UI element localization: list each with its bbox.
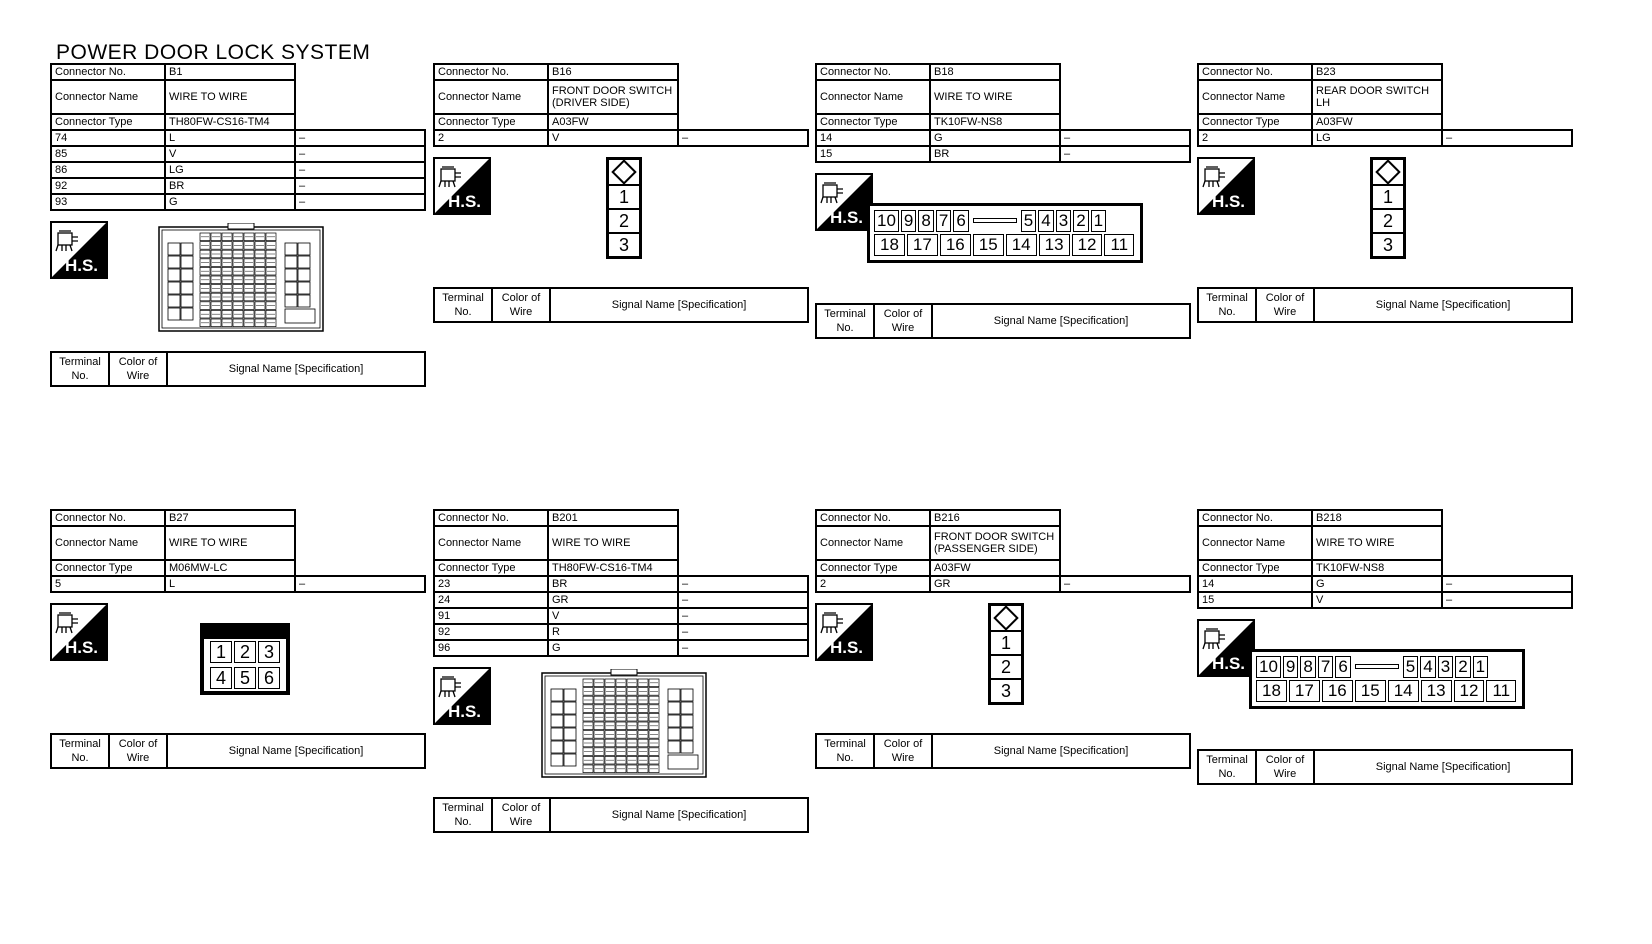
pin-number: 11: [1104, 234, 1134, 256]
pin-number: 16: [1322, 680, 1353, 702]
connector-type-label: Connector Type: [434, 560, 548, 576]
wire-color-cell: LG: [1312, 130, 1442, 146]
connector-info-table: [50, 509, 426, 593]
terminal-no-cell: 14: [816, 130, 930, 146]
harness-side-icon: [815, 173, 873, 231]
connector-name-value: WIRE TO WIRE: [930, 80, 1060, 114]
wire-color-cell: G: [548, 640, 678, 656]
color-of-wire-header: Color of Wire: [1256, 750, 1314, 784]
pin-number: 1: [609, 184, 639, 208]
connector-block: [1197, 509, 1573, 785]
connector-no-value: B201: [548, 510, 678, 526]
pin-number: 6: [953, 210, 968, 232]
signal-name-cell: –: [678, 592, 808, 608]
terminal-no-cell: 96: [434, 640, 548, 656]
page-title: POWER DOOR LOCK SYSTEM: [56, 41, 371, 64]
wire-color-cell: L: [165, 130, 295, 146]
terminal-no-cell: 86: [51, 162, 165, 178]
connector-info-table: [815, 63, 1191, 163]
harness-side-icon: [50, 603, 108, 661]
signal-name-header: Signal Name [Specification]: [167, 352, 425, 386]
terminal-no-cell: 23: [434, 576, 548, 592]
connector-type-label: Connector Type: [816, 560, 930, 576]
table-row: [51, 130, 425, 146]
signal-name-cell: –: [1442, 130, 1572, 146]
color-of-wire-header: Color of Wire: [109, 734, 167, 768]
connector-type-value: TH80FW-CS16-TM4: [165, 114, 295, 130]
signal-name-cell: –: [1442, 592, 1572, 608]
signal-name-header: Signal Name [Specification]: [932, 304, 1190, 338]
wire-color-cell: L: [165, 576, 295, 592]
connector-face-view: [1197, 147, 1573, 287]
connector-no-label: Connector No.: [434, 64, 548, 80]
wire-color-cell: G: [1312, 576, 1442, 592]
table-row: [434, 640, 808, 656]
connector-no-label: Connector No.: [816, 510, 930, 526]
signal-name-cell: –: [678, 608, 808, 624]
svg-text:H.S.: H.S.: [64, 256, 98, 275]
harness-side-icon: [1197, 157, 1255, 215]
pin-number: 8: [1300, 656, 1315, 678]
table-row: [434, 130, 808, 146]
wire-color-cell: V: [548, 130, 678, 146]
terminal-table: [433, 797, 809, 833]
wire-color-cell: BR: [548, 576, 678, 592]
connector-no-label: Connector No.: [434, 510, 548, 526]
harness-side-icon: [433, 157, 491, 215]
svg-text:H.S.: H.S.: [829, 638, 863, 657]
connector-type-value: TK10FW-NS8: [1312, 560, 1442, 576]
signal-name-cell: –: [1060, 130, 1190, 146]
connector-type-label: Connector Type: [434, 114, 548, 130]
signal-name-header: Signal Name [Specification]: [167, 734, 425, 768]
connector-lock-icon: [1353, 656, 1401, 676]
harness-side-icon: [1197, 619, 1255, 677]
connector-no-label: Connector No.: [816, 64, 930, 80]
terminal-no-cell: 2: [816, 576, 930, 592]
connector-type-value: M06MW-LC: [165, 560, 295, 576]
wire-color-cell: LG: [165, 162, 295, 178]
three-pin-connector: [1370, 157, 1406, 259]
wire-color-cell: BR: [165, 178, 295, 194]
pin-number: 16: [940, 234, 971, 256]
connector-type-label: Connector Type: [1198, 560, 1312, 576]
terminal-no-cell: 2: [434, 130, 548, 146]
pin-number: 1: [991, 630, 1021, 654]
color-of-wire-header: Color of Wire: [1256, 288, 1314, 322]
terminal-no-header: Terminal No.: [816, 734, 874, 768]
connector-type-value: A03FW: [1312, 114, 1442, 130]
pin-number: 2: [991, 654, 1021, 678]
pin-number: 13: [1421, 680, 1452, 702]
connector-name-value: WIRE TO WIRE: [165, 80, 295, 114]
connector-name-value: WIRE TO WIRE: [1312, 526, 1442, 560]
terminal-no-header: Terminal No.: [51, 734, 109, 768]
signal-name-cell: –: [295, 576, 425, 592]
color-of-wire-header: Color of Wire: [874, 304, 932, 338]
table-row: [434, 624, 808, 640]
color-of-wire-header: Color of Wire: [492, 288, 550, 322]
connector-name-label: Connector Name: [51, 526, 165, 560]
terminal-no-cell: 85: [51, 146, 165, 162]
table-row: [51, 194, 425, 210]
connector-face-view: [433, 657, 809, 797]
connector-face-view: [433, 147, 809, 287]
pin-number: 12: [1072, 234, 1103, 256]
signal-name-cell: –: [1060, 576, 1190, 592]
pin-number: 1: [210, 641, 232, 663]
connector-face-view: [50, 593, 426, 733]
connector-name-label: Connector Name: [51, 80, 165, 114]
three-pin-connector: [988, 603, 1024, 705]
terminal-table: [50, 733, 426, 769]
pin-number: 15: [1355, 680, 1386, 702]
table-row: [434, 592, 808, 608]
color-of-wire-header: Color of Wire: [492, 798, 550, 832]
connector-block: [433, 63, 809, 323]
table-row: [816, 130, 1190, 146]
pin-number: 17: [1289, 680, 1320, 702]
terminal-table: [1197, 749, 1573, 785]
signal-name-cell: –: [678, 624, 808, 640]
pin-number: 3: [1438, 656, 1453, 678]
svg-text:H.S.: H.S.: [1211, 192, 1245, 211]
pin-number: 10: [1256, 656, 1281, 678]
connector-name-value: FRONT DOOR SWITCH (DRIVER SIDE): [548, 80, 678, 114]
pin-number: 9: [901, 210, 916, 232]
connector-type-label: Connector Type: [51, 114, 165, 130]
table-row: [51, 146, 425, 162]
wire-color-cell: GR: [930, 576, 1060, 592]
connector-face-view: [50, 211, 426, 351]
pin-number: 14: [1006, 234, 1037, 256]
wire-color-cell: GR: [548, 592, 678, 608]
table-row: [816, 146, 1190, 162]
connector-name-label: Connector Name: [816, 526, 930, 560]
connector-name-label: Connector Name: [1198, 80, 1312, 114]
connector-name-label: Connector Name: [434, 526, 548, 560]
pin-number: 8: [918, 210, 933, 232]
signal-name-cell: –: [1442, 576, 1572, 592]
connector-no-label: Connector No.: [51, 510, 165, 526]
pin-number: 1: [1473, 656, 1488, 678]
connector-name-value: WIRE TO WIRE: [165, 526, 295, 560]
pin-number: 3: [609, 232, 639, 256]
connector-block: [50, 63, 426, 387]
connector-no-label: Connector No.: [1198, 510, 1312, 526]
connector-name-label: Connector Name: [434, 80, 548, 114]
connector-info-table: [1197, 509, 1573, 609]
table-row: [1198, 592, 1572, 608]
signal-name-cell: –: [295, 162, 425, 178]
pin-number: 18: [874, 234, 905, 256]
pin-number: 4: [210, 667, 232, 689]
table-row: [1198, 576, 1572, 592]
connector-latch: [204, 627, 286, 639]
connector-info-table: [433, 509, 809, 657]
pin-number: 17: [907, 234, 938, 256]
signal-name-header: Signal Name [Specification]: [1314, 750, 1572, 784]
signal-name-header: Signal Name [Specification]: [1314, 288, 1572, 322]
signal-name-cell: –: [295, 146, 425, 162]
terminal-no-cell: 91: [434, 608, 548, 624]
connector-type-label: Connector Type: [51, 560, 165, 576]
terminal-no-cell: 74: [51, 130, 165, 146]
connector-type-value: A03FW: [548, 114, 678, 130]
pin-number: 18: [1256, 680, 1287, 702]
pin-number: 10: [874, 210, 899, 232]
svg-text:H.S.: H.S.: [1211, 654, 1245, 673]
pin-number: 12: [1454, 680, 1485, 702]
pin-number: 9: [1283, 656, 1298, 678]
connector-block: [815, 63, 1191, 339]
terminal-no-header: Terminal No.: [434, 288, 492, 322]
connector-name-value: REAR DOOR SWITCH LH: [1312, 80, 1442, 114]
terminal-no-header: Terminal No.: [1198, 750, 1256, 784]
signal-name-cell: –: [295, 130, 425, 146]
signal-name-header: Signal Name [Specification]: [550, 288, 808, 322]
harness-side-icon: [50, 221, 108, 279]
connector-block: [433, 509, 809, 833]
table-row: [51, 576, 425, 592]
connector-no-label: Connector No.: [1198, 64, 1312, 80]
connector-name-label: Connector Name: [1198, 526, 1312, 560]
terminal-no-header: Terminal No.: [816, 304, 874, 338]
eighteen-pin-connector: [867, 203, 1143, 263]
connector-face-view: [815, 593, 1191, 733]
pin-number: 7: [1318, 656, 1333, 678]
signal-name-cell: –: [295, 194, 425, 210]
pin-number: 7: [936, 210, 951, 232]
wire-color-cell: G: [930, 130, 1060, 146]
svg-text:H.S.: H.S.: [447, 192, 481, 211]
terminal-no-cell: 93: [51, 194, 165, 210]
signal-name-cell: –: [678, 576, 808, 592]
connector-name-value: WIRE TO WIRE: [548, 526, 678, 560]
terminal-table: [815, 303, 1191, 339]
connector-type-label: Connector Type: [1198, 114, 1312, 130]
connector-block: [815, 509, 1191, 769]
pin-number: 2: [1073, 210, 1088, 232]
connector-lock-icon: [971, 210, 1019, 230]
terminal-table: [433, 287, 809, 323]
terminal-table: [815, 733, 1191, 769]
pin-number: 2: [609, 208, 639, 232]
terminal-no-cell: 15: [816, 146, 930, 162]
svg-text:H.S.: H.S.: [447, 702, 481, 721]
connector-info-table: [1197, 63, 1573, 147]
terminal-no-cell: 24: [434, 592, 548, 608]
pin-number: 3: [1056, 210, 1071, 232]
pin-number: 1: [1091, 210, 1106, 232]
pin-number: 15: [973, 234, 1004, 256]
connector-key-icon: [1373, 160, 1403, 184]
wire-color-cell: R: [548, 624, 678, 640]
pin-number: 14: [1388, 680, 1419, 702]
table-row: [434, 608, 808, 624]
signal-name-cell: –: [678, 130, 808, 146]
connector-no-value: B16: [548, 64, 678, 80]
terminal-no-cell: 5: [51, 576, 165, 592]
eighty-pin-connector-diagram: [541, 669, 707, 779]
connector-type-label: Connector Type: [816, 114, 930, 130]
connector-key-icon: [609, 160, 639, 184]
signal-name-cell: –: [678, 640, 808, 656]
pin-number: 2: [1455, 656, 1470, 678]
pin-number: 6: [258, 667, 280, 689]
connector-type-value: A03FW: [930, 560, 1060, 576]
connector-name-value: FRONT DOOR SWITCH (PASSENGER SIDE): [930, 526, 1060, 560]
pin-number: 3: [991, 678, 1021, 702]
color-of-wire-header: Color of Wire: [874, 734, 932, 768]
terminal-table: [50, 351, 426, 387]
connector-type-value: TK10FW-NS8: [930, 114, 1060, 130]
pin-number: 6: [1335, 656, 1350, 678]
connector-no-value: B18: [930, 64, 1060, 80]
connector-no-value: B1: [165, 64, 295, 80]
table-row: [51, 162, 425, 178]
connector-type-value: TH80FW-CS16-TM4: [548, 560, 678, 576]
signal-name-header: Signal Name [Specification]: [932, 734, 1190, 768]
connector-no-value: B27: [165, 510, 295, 526]
pin-number: 11: [1486, 680, 1516, 702]
wire-color-cell: BR: [930, 146, 1060, 162]
terminal-no-header: Terminal No.: [51, 352, 109, 386]
terminal-no-cell: 2: [1198, 130, 1312, 146]
six-pin-connector: [200, 623, 290, 695]
three-pin-connector: [606, 157, 642, 259]
connector-info-table: [50, 63, 426, 211]
svg-text:H.S.: H.S.: [829, 208, 863, 227]
connector-no-value: B218: [1312, 510, 1442, 526]
terminal-no-cell: 14: [1198, 576, 1312, 592]
signal-name-cell: –: [295, 178, 425, 194]
harness-side-icon: [815, 603, 873, 661]
connector-face-view: [1197, 609, 1573, 749]
table-row: [816, 576, 1190, 592]
pin-number: 1: [1373, 184, 1403, 208]
pin-number: 5: [234, 667, 256, 689]
pin-number: 13: [1039, 234, 1070, 256]
connector-name-label: Connector Name: [816, 80, 930, 114]
terminal-no-cell: 92: [434, 624, 548, 640]
svg-text:H.S.: H.S.: [64, 638, 98, 657]
pin-number: 2: [234, 641, 256, 663]
pin-number: 5: [1021, 210, 1036, 232]
terminal-no-header: Terminal No.: [1198, 288, 1256, 322]
pin-number: 5: [1403, 656, 1418, 678]
connector-key-icon: [991, 606, 1021, 630]
connector-info-table: [815, 509, 1191, 593]
pin-number: 3: [1373, 232, 1403, 256]
wire-color-cell: V: [165, 146, 295, 162]
connector-face-view: [815, 163, 1191, 303]
connector-info-table: [433, 63, 809, 147]
signal-name-cell: –: [1060, 146, 1190, 162]
pin-number: 4: [1038, 210, 1053, 232]
wire-color-cell: G: [165, 194, 295, 210]
table-row: [51, 178, 425, 194]
connector-no-value: B23: [1312, 64, 1442, 80]
wire-color-cell: V: [548, 608, 678, 624]
connector-no-label: Connector No.: [51, 64, 165, 80]
terminal-no-cell: 92: [51, 178, 165, 194]
eighty-pin-connector-diagram: [158, 223, 324, 333]
eighteen-pin-connector: [1249, 649, 1525, 709]
harness-side-icon: [433, 667, 491, 725]
wire-color-cell: V: [1312, 592, 1442, 608]
color-of-wire-header: Color of Wire: [109, 352, 167, 386]
connector-block: [50, 509, 426, 769]
table-row: [434, 576, 808, 592]
terminal-no-cell: 15: [1198, 592, 1312, 608]
pin-number: 4: [1420, 656, 1435, 678]
pin-number: 2: [1373, 208, 1403, 232]
terminal-no-header: Terminal No.: [434, 798, 492, 832]
terminal-table: [1197, 287, 1573, 323]
connector-block: [1197, 63, 1573, 323]
signal-name-header: Signal Name [Specification]: [550, 798, 808, 832]
table-row: [1198, 130, 1572, 146]
pin-number: 3: [258, 641, 280, 663]
connector-no-value: B216: [930, 510, 1060, 526]
